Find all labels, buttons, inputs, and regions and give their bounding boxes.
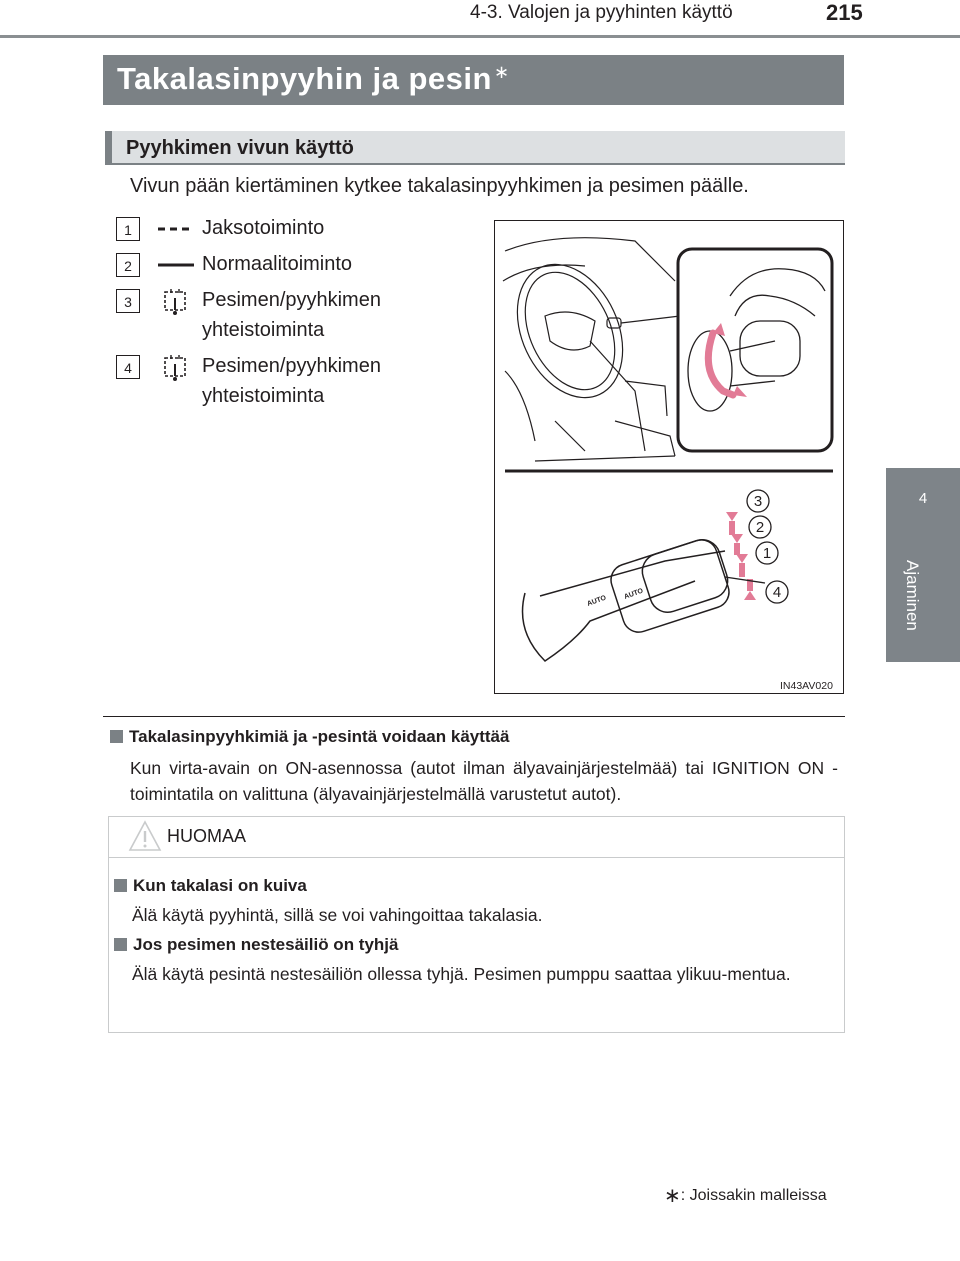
callout-2: 2 [755, 519, 765, 536]
page-title [103, 55, 844, 105]
square-bullet-icon [114, 938, 127, 951]
callout-3: 3 [753, 493, 763, 510]
figure-illustration [495, 221, 842, 692]
lever-text-auto-2: AUTO [623, 587, 645, 601]
item-number-3: 3 [116, 289, 140, 313]
chapter-tab [886, 468, 960, 548]
caution-item-1-heading [114, 876, 307, 896]
rear-washer-icon [162, 286, 190, 316]
wiper-lever-figure [494, 220, 844, 694]
caution-item-1-body: Älä käytä pyyhintä, sillä se voi vahingoittaa takalasia. [132, 905, 543, 925]
square-bullet-icon [114, 879, 127, 892]
callout-4: 4 [772, 584, 782, 601]
item-number-4: 4 [116, 355, 140, 379]
item-label-3-line1: Pesimen/pyyhkimen [202, 289, 381, 311]
caution-item-2-body: Älä käytä pesintä nestesäiliön ollessa tyhjä. Pesimen pumppu saattaa ylikuu-mentua. [132, 964, 791, 984]
solid-line-icon [158, 262, 194, 268]
section-divider [103, 716, 845, 717]
subsection-title: Pyyhkimen vivun käyttö [105, 131, 845, 165]
figure-code: IN43AV020 [780, 680, 833, 692]
header-rule [0, 35, 960, 38]
item-label-3-line2: yhteistoiminta [202, 319, 325, 341]
item-number-1: 1 [116, 217, 140, 241]
page-title-text: Takalasinpyyhin ja pesin [117, 61, 492, 96]
arrow-3 [726, 512, 738, 521]
page-number: 215 [826, 0, 863, 25]
caution-item-1-heading-text: Kun takalasi on kuiva [133, 876, 307, 895]
item-label-2: Normaalitoiminto [202, 253, 353, 275]
note-heading-text: Takalasinpyyhkimiä ja -pesintä voidaan käyttää [129, 727, 510, 746]
rear-washer-icon [162, 352, 190, 382]
chapter-label-strip [886, 548, 960, 662]
item-label-1: Jaksotoiminto [202, 217, 325, 239]
callout-1: 1 [762, 545, 772, 562]
note-heading [110, 727, 509, 747]
warning-triangle-icon [128, 820, 162, 852]
item-label-4-line2: yhteistoiminta [202, 385, 325, 407]
item-label-4-line1: Pesimen/pyyhkimen [202, 355, 381, 377]
note-body: Kun virta-avain on ON-asennossa (autot ilman älyavainjärjestelmää) tai IGNITION ON -toimintatila on valittuna (älyavainjärjestelmällä varustetut autot). [130, 758, 838, 804]
footnote-text: : Joissakin malleissa [680, 1187, 827, 1204]
section-header: 4-3. Valojen ja pyyhinten käyttö [470, 2, 733, 23]
caution-item-2-heading [114, 935, 398, 955]
chapter-label: Ajaminen [903, 560, 922, 631]
chapter-number: 4 [918, 490, 928, 507]
caution-label: HUOMAA [167, 826, 247, 846]
square-bullet-icon [110, 730, 123, 743]
caution-item-2-heading-text: Jos pesimen nestesäiliö on tyhjä [133, 935, 399, 954]
item-number-2: 2 [116, 253, 140, 277]
intro-text: Vivun pään kiertäminen kytkee takalasinpyyhkimen ja pesimen päälle. [130, 175, 749, 197]
lever-text-auto-1: AUTO [586, 594, 608, 608]
title-footnote-marker: ∗ [493, 61, 510, 82]
footnote [664, 1183, 827, 1208]
dashed-line-icon [158, 226, 194, 232]
footnote-marker: ∗ [664, 1185, 681, 1207]
